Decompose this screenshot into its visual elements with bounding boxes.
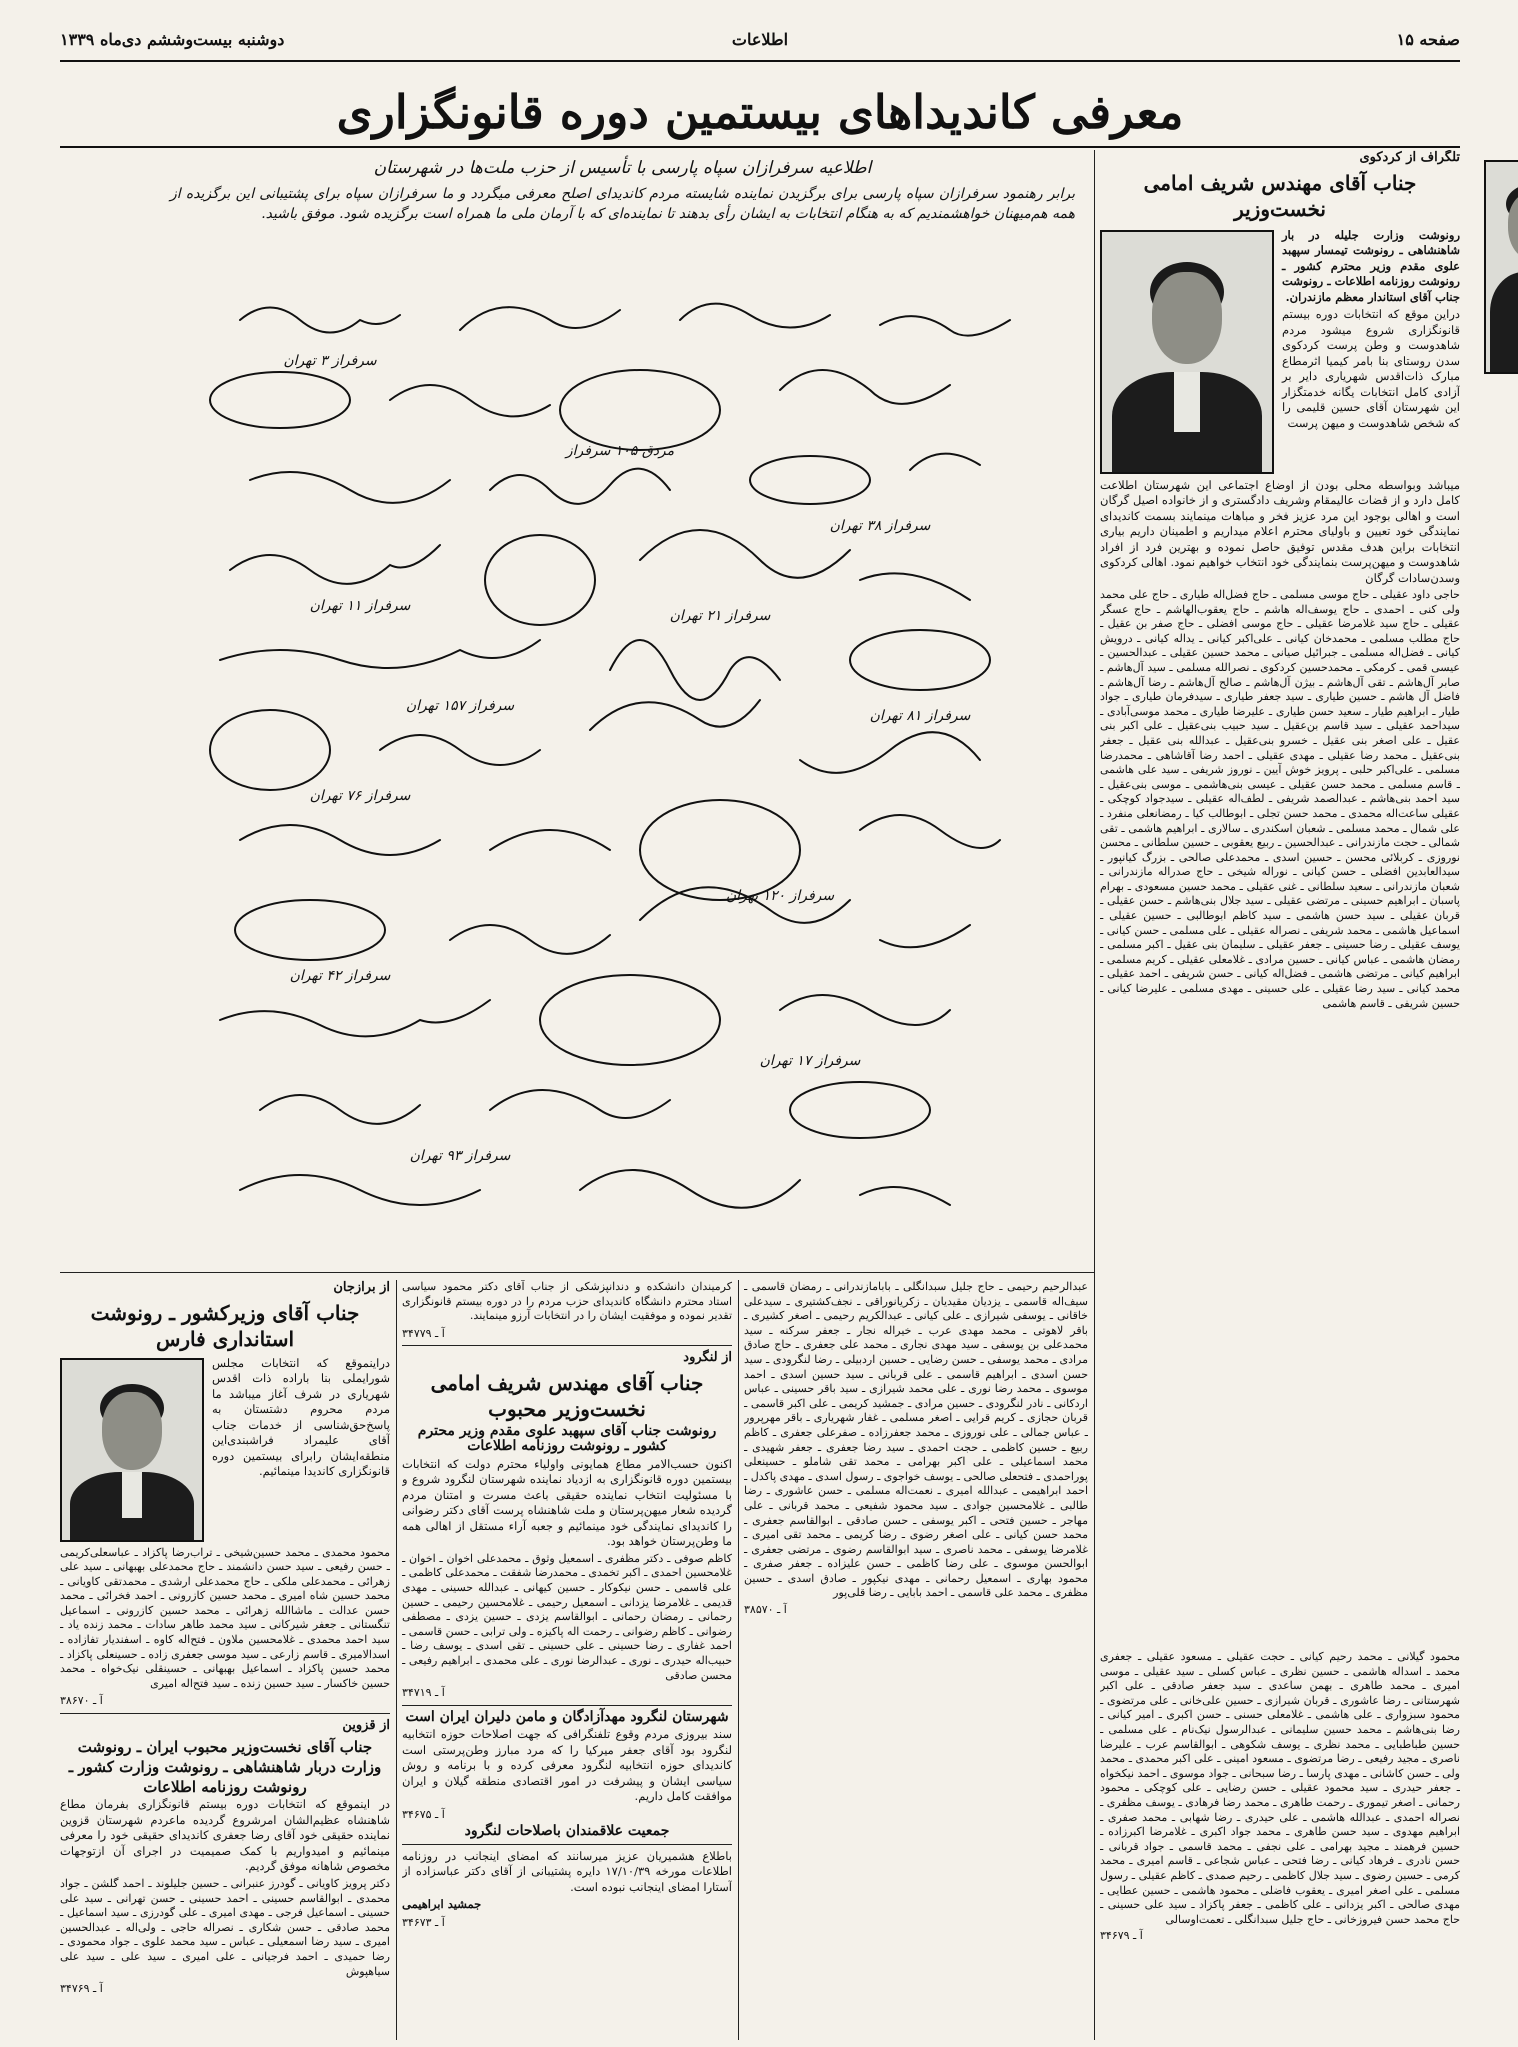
- body-text: دراین موقع که انتخابات دوره بیستم قانونگزاری شروع میشود مردم شاهدوست و وطن پرست کردکوی سدن روستای بنا بامر کیمیا اثرمطاع مبارک ذات‌اقدس شهریاری دایر بر آزادی کامل انتخابات یگانه خدمتگزار این شهرستان آقای حسین قلیمی را که شخص شاهدوست و میهن پرست: [1282, 307, 1460, 430]
- kicker: تلگراف از کردکوی: [1359, 150, 1460, 165]
- signatories-list: کاظم صوفی ـ دکتر مظفری ـ اسمعیل وثوق ـ محمدعلی اخوان ـ اخوان ـ غلامحسین احمدی ـ اکبر تخمدی ـ محمدرضا شفقت ـ محمدعلی کاظمی ـ علی قاسمی ـ حسن نیکوکار ـ حسین کیهانی ـ عبدالله حسینی ـ مهدی قدیمی ـ غلامرضا یزدانی ـ اسمعیل رحیمی ـ غلامحسین رحیمی ـ حسین رحمانی ـ رمضان رحمانی ـ ابوالقاسم یزدی ـ حسین یزدی ـ مصطفی رضوانی ـ کاظم رضوانی ـ رحمت اله پاکیزه ـ ولی ترابی ـ حسن قاسمی ـ احمد غفاری ـ رضا حسینی ـ علی حسینی ـ تقی اسدی ـ یوسف رضا ـ حبیب‌اله حیدری ـ نوری ـ عبدالرضا نوری ـ علی محمدی ـ ابراهیم رفیعی ـ محسن صادقی: [402, 1551, 732, 1682]
- body-text: دراینموقع که انتخابات مجلس شورایملی بنا باراده ذات اقدس شهریاری در شرف آغاز میباشد ما مردم محروم دشتستان به پاسخ‌حق‌شناسی از خدمات جناب آقای علیمراد فراشبندی‌این منطقه‌ایشان رابرای بیستمین دوره قانونگزاری کاندیدا مینمائیم.: [212, 1355, 390, 1478]
- body-text: اکنون حسب‌الامر مطاع همایونی واولیاء محترم دولت که انتخابات بیستمین دوره قانونگزاری به ازدیاد نماینده شهرستان لنگرود شروع و با مسئولیت انتخاب نماینده حقیقی باعث مسرت و امتنان مردم گردیده شعار میهن‌پرستان و ملت شاهنشاه پرست آقای دکتر رضوانی را کاندیدای نمایندگی خود مینمائیم و جعبه آراء مستقل از اهالی همه ما وطن‌پرستان خواهد بود.: [402, 1456, 732, 1549]
- article-langarud: [402, 1280, 732, 2040]
- headline-sub: نخست‌وزیر: [1234, 196, 1326, 221]
- headline: جناب آقای وزیرکشور ـ رونوشت: [90, 1300, 360, 1325]
- ad-reference: آ ـ ۳۴۶۷۹: [1100, 1929, 1143, 1943]
- signatories-list-continued: محمود گیلانی ـ محمد رحیم کیانی ـ حجت عقیلی ـ مسعود عقیلی ـ جعفری محمد ـ اسداله هاشمی ـ حسین نظری ـ عباس کسلی ـ سید عقیلی ـ موسی امیری ـ محمد طاهری ـ بهمن ساعدی ـ سید جعفر صادقی ـ علی اکبر شهرستانی ـ رضا عاشوری ـ قربان شیرازی ـ حسین علی‌خانی ـ علی مرتضوی ـ محمود سبزواری ـ علی هاشمی ـ غلامعلی حسنی ـ حسن اکبری ـ امیر کیانی ـ رضا بنی‌هاشم ـ محمد حسین سلیمانی ـ عبدالرسول نیک‌نام ـ علی مسلمی ـ حسین طباطبایی ـ محمد نظری ـ یوسف شکوهی ـ ابوالقاسم عرب ـ علیرضا ناصری ـ مجید رفیعی ـ رضا مرتضوی ـ مسعود امینی ـ علی اکبر محمدی ـ محمد ولی ـ حسن کاشانی ـ مهدی پارسا ـ رضا سبحانی ـ جواد موسوی ـ احمد نیکخواه ـ جعفر حیدری ـ سید محمود عقیلی ـ حسن رضایی ـ علی کوچکی ـ محمود رحمانی ـ اصغر تیموری ـ رحمت طاهری ـ محمد رضا فرهادی ـ یوسف مظفری ـ نصراله احمدی ـ عبدالله هاشمی ـ علی حیدری ـ رضا شهابی ـ محمد صفری ـ ابراهیم مهدوی ـ سید حسن طاهری ـ محمد جواد اکبری ـ غلامرضا اکبرزاده ـ حسین فرهمند ـ مجید بهرامی ـ علی نجفی ـ محمد قاسمی ـ جواد قربانی ـ حسن نادری ـ فرهاد کیانی ـ رضا فتحی ـ عباس شجاعی ـ قاسم امیری ـ محمد کرمی ـ حسین رضوی ـ سید جلال کاظمی ـ رحیم صمدی ـ کاظم عقیلی ـ رسول مسلمی ـ علی اصغر امیری ـ یعقوب فاضلی ـ محمود هاشمی ـ حسین عطایی ـ مهدی صالحی ـ اکبر یزدانی ـ علی کاظمی ـ جعفر پاکزاد ـ سید علی حسینی ـ حاج محمد حسن فیروزخانی ـ حاج جلیل سبدانگلی ـ تعمت‌اوسالی: [1100, 1650, 1460, 1926]
- subheading: رونوشت جناب آقای سپهبد علوی مقدم وزیر محترم کشور ـ رونوشت روزنامه اطلاعات: [417, 1422, 717, 1455]
- signature-entry: سرفراز ۲۱ تهران: [669, 608, 771, 624]
- signature-entry: سرفراز ۱۵۷ تهران: [405, 698, 515, 714]
- column-divider: [1094, 150, 1095, 2040]
- portrait-photo: [60, 1358, 204, 1542]
- body-text-2: میباشد وبواسطه محلی بودن از اوضاع اجتماعی این شهرستان اطلاعت کامل دارد و از قضات عالیمقام وشریف دادگستری و از خانواده اصیل گرگان است و اهالی بوجود این مرد عزیز فخر و مباهات مینمایند بسمت کاندیدای نمایندگی خود تعیین و باولیای محترم اعلام میداریم و اطمینان داریم بیاری انتخابات براین هدف مقدس توفیق حاصل نموده و بهترین فرد از افراد شاهدوست و میهن‌پرست بنمایندگی خود انتخاب خواهیم نمود. اهالی کردکوی وسدن‌سادات گرگان: [1100, 477, 1460, 585]
- headline: جناب آقای مهندس شریف امامی: [1143, 170, 1417, 195]
- page-header: [60, 30, 1460, 56]
- portrait-photo: [1100, 230, 1274, 474]
- signatories-list: عبدالرحیم رحیمی ـ حاج جلیل سبدانگلی ـ بابامازندرانی ـ رمضان قاسمی ـ سیف‌اله قاسمی ـ یزدیان مقیدیان ـ زکریانوراقی ـ نجف‌کشتیری ـ سیدعلی خاقانی ـ یوسفی شیرازی ـ علی کیانی ـ عبدالکریم رحیمی ـ اصغر کشیری ـ باقر لاهوتی ـ محمد مهدی عرب ـ خیراله نجار ـ جعفر سرکنه ـ سید محمدعلی بن یوسفی ـ سید مهدی نجاری ـ محمد علی جعفری ـ حاج صادق مرادی ـ محمد یوسفی ـ حسن رضایی ـ حسین اردبیلی ـ رضا لنگرودی ـ سید حسن اسدی ـ ابراهیم قاسمی ـ علی قربانی ـ سید حسین اسدی ـ احمد موسوی ـ محمد رضا نوری ـ علی محمد شیرازی ـ سید باقر حسینی ـ عباس اردکانی ـ نادر لنگرودی ـ حسین مرادی ـ جمشید کریمی ـ علی اکبر قاسمی ـ قربان حجازی ـ کریم قرایی ـ اصغر مسلمی ـ غفار شهریاری ـ باقر مهرپرور ـ عباس جمالی ـ علی نوروزی ـ محمد جعفرزاده ـ صفرعلی جعفری ـ کاظم ربیع ـ حسین کاظمی ـ حجت احمدی ـ سید رضا جعفری ـ جعفر شهیدی ـ محمد اسماعیلی ـ علی اکبر بهرامی ـ محمد تقی شاملو ـ حسینعلی پوراحمدی ـ فتحعلی صالحی ـ یوسف خواجوی ـ رسول اسدی ـ مهدی پاکدل ـ احمد ابراهیمی ـ عبدالله امیری ـ نعمت‌اله مسلمی ـ حسن عاشوری ـ رضا طالبی ـ غلامحسین جوادی ـ سید محمود شفیعی ـ محمد قربانی ـ علی مهاجر ـ حسین فتحی ـ اکبر یوسفی ـ حسن صادقی ـ ابوالقاسم جعفری ـ محمد حسن کیانی ـ علی اصغر رضوی ـ رضا کریمی ـ محمد تقی امیری ـ غلامرضا یوسفی ـ محمد ناصری ـ سید ابوالقاسم رضوی ـ مرتضی جعفری ـ ابوالحسن موسوی ـ علی رضا کاظمی ـ حسن علیزاده ـ جعفر صفری ـ محمود بهاری ـ اسمعیل رحمانی ـ مهدی نیکپور ـ صادق اسدی ـ حسین مظفری ـ محمد علی قاسمی ـ احمد بابایی ـ رضا قلی‌پور: [744, 1280, 1088, 1600]
- portrait-photo-left: [1484, 160, 1518, 374]
- signature-entry: سرفراز ۱۱ تهران: [309, 598, 411, 614]
- signatories-list: محمود محمدی ـ محمد حسین‌شیخی ـ تراب‌رضا پاکزاد ـ عباسعلی‌کریمی ـ حسن رفیعی ـ سید حسن دانشمند ـ حاج محمدعلی بهبهانی ـ سید علی زهرائی ـ محمدعلی ملکی ـ حاج محمدعلی ارشدی ـ محمدتقی کاویانی ـ محمد حسین شاه امیری ـ محمد حسین کازرونی ـ احمد فخرائی ـ محمد حسن عدالت ـ ماشاالله زهرائی ـ محمد حسین کازرونی ـ اسماعیل تنگستانی ـ جعفر شیرکانی ـ سید محمد طاهر سادات ـ محمد زنده یاد ـ سید احمد محمدی ـ غلامحسین ملاون ـ فتح‌اله کاوه ـ اسفندیار تفازاده ـ اسدالامیری ـ قاسم زارعی ـ سید موسی جعفری زاده ـ حسینعلی پاکزاد ـ محمد حسین پاکزاد ـ اسماعیل بهبهانی ـ حسینقلی نیک‌خواه ـ محمد حسین خاکسار ـ سید حسین زنده ـ سید فتح‌اله امیری: [60, 1545, 390, 1690]
- signature-doc-title: اطلاعیه سرفرازان سپاه پارسی با تأسیس از حزب ملت‌ها در شهرستان: [373, 158, 872, 178]
- lead-text: رونوشت وزارت جلیله در بار شاهنشاهی ـ رونوشت تیمسار سپهبد علوی مقدم وزیر محترم کشور ـ رونوشت روزنامه اطلاعات ـ رونوشت جناب آقای استاندار معظم مازندران.: [1282, 227, 1460, 304]
- signature-entry: سرفراز ۷۶ تهران: [309, 788, 411, 804]
- column-divider: [396, 1280, 397, 2040]
- signature-entry: سرفراز ۱۲۰ تهران: [725, 888, 835, 904]
- ad-reference-3: آ ـ ۳۴۶۷۳: [402, 1915, 445, 1929]
- ad-reference-0: آ ـ ۳۴۷۷۹: [402, 1326, 445, 1340]
- notice-signature: جمشید ابراهیمی: [402, 1897, 482, 1912]
- banner-rule: [60, 146, 1460, 148]
- article-borazjan: [60, 1280, 390, 2040]
- signature-entry: سرفراز ۸۱ تهران: [869, 708, 971, 724]
- headline-2: جناب آقای نخست‌وزیر محبوب ایران ـ رونوشت وزارت دربار شاهنشاهی ـ رونوشت وزارت کشور ـ رونوشت روزنامه اطلاعات: [68, 1738, 382, 1797]
- ad-reference: آ ـ ۳۸۶۷۰: [60, 1694, 103, 1708]
- kicker: از برازجان: [333, 1280, 390, 1295]
- kicker: از لنگرود: [683, 1350, 732, 1366]
- signature-entry: سرفراز ۳۸ تهران: [829, 518, 931, 534]
- signature-entry: سرفراز ۴۲ تهران: [289, 968, 391, 984]
- article-kordkuy-continued: [1100, 1650, 1460, 2040]
- notice-text: باطلاع هشمیریان عزیز میرسانند که امضای اینجانب در روزنامه اطلاعات مورخه ۱۷/۱۰/۳۹ دایره پشتیبانی از آقای دکتر عباسزاده از آستارا امضای اینجانب نبوده است.: [402, 1848, 732, 1894]
- issue-date: دوشنبه بیست‌وششم دی‌ماه ۱۳۳۹: [60, 30, 285, 49]
- signature-line: جمعیت علاقمندان باصلاحات لنگرود: [464, 1823, 670, 1840]
- ad-reference-2: آ ـ ۳۴۶۷۵: [402, 1807, 445, 1821]
- signatories-list: حاجی داود عقیلی ـ حاج موسی مسلمی ـ حاج فضل‌اله طیاری ـ حاج علی محمد ولی کنی ـ احمدی ـ حاج یوسف‌اله هاشم ـ حاج یعقوب‌الهاشم ـ حاج عسگر عقیلی ـ حاج سید غلامرضا عقیلی ـ حاج موسی افضلی ـ حاج صفر بن عقیل ـ حاج مطلب مسلمی ـ محمدخان کیانی ـ علی‌اکبر کیانی ـ یداله کیانی ـ درویش کیانی ـ فضل‌اله مسلمی ـ جبرائیل صیانی ـ محمد حسین عقیلی ـ عبدالحسین ـ عیسی قمی ـ کرمکی ـ محمدحسین کردکوی ـ نصرالله مسلمی ـ سید آل‌هاشم ـ صابر آل‌هاشم ـ تقی آل‌هاشم ـ بیژن آل‌هاشم ـ صالح آل‌هاشم ـ رضا آل‌هاشم ـ فاضل آل هاشم ـ حسین طیاری ـ سید جعفر طیاری ـ سیدفرمان طیاری ـ جواد طیار ـ ابراهیم طیار ـ سعید حسن طیاری ـ علیرضا طیاری ـ محمد موسی‌آبادی ـ سیداحمد عقیلی ـ سید قاسم بن‌عقیل ـ سید حبیب بنی‌عقیل ـ علی اکبر بنی عقیل ـ علی اصغر بنی عقیل ـ خسرو بنی‌عقیل ـ عبدالله بنی عقیل ـ جعفر بنی‌عقیل ـ محمد رضا عقیلی ـ مهدی عقیلی ـ احمد رضا آقاشاهی ـ محمدرضا مسلمی ـ علی‌اکبر حلبی ـ پرویز خوش آیین ـ نوروز شریفی ـ سید علی هاشمی ـ قاسم مسلمی ـ محمد حسن عقیلی ـ عیسی بنی‌هاشمی ـ موسی بنی‌عقیل ـ سید احمد بنی‌هاشم ـ عبدالصمد شریفی ـ لطف‌اله عقیلی ـ سیدجواد کوچکی ـ عقیلی ساعت‌اله محمدی ـ محمد حسن تجلی ـ ابوطالب کیا ـ رمضانعلی منفرد ـ علی شمال ـ محمد مسلمی ـ شعبان اسکندری ـ سالاری ـ ابراهیم هاشمی ـ تقی شمالی ـ حجت مازندرانی ـ عبدالحسین ـ ربیع یعقوبی ـ حسین سلطانی ـ محسن نوروزی ـ کربلائی محسن ـ حسین اسدی ـ محمدعلی صالحی ـ بزرگ کیانپور ـ سیدالعابدین افضلی ـ حسن کیانی ـ نوراله شیخی ـ حاج صدراله مازندرانی ـ شعبان مازندرانی ـ سعید سلطانی ـ غنی عقیلی ـ محمد حسین مسعودی ـ بهرام پاسبان ـ ابراهیم حسینی ـ مرتضی عقیلی ـ سید جلال بنی‌هاشم ـ حسن عقیلی ـ قربان عقیلی ـ سید حسن هاشمی ـ سید کاظم ابوطالبی ـ حسین عقیلی ـ اسماعیل هاشمی ـ محمد شریفی ـ نصراله عقیلی ـ علی مسلمی ـ حسن کیانی ـ یوسف عقیلی ـ رضا حسینی ـ جعفر عقیلی ـ سلیمان بنی عقیل ـ اکبر مسلمی ـ رمضان هاشمی ـ عباس کیانی ـ حسین مرادی ـ غلامعلی عقیلی ـ کریم مسلمی ـ ابراهیم کیانی ـ مرتضی هاشمی ـ فضل‌اله کیانی ـ حسن شریفی ـ احمد عقیلی ـ محمد کیانی ـ سید رضا عقیلی ـ علی حسینی ـ مهدی مسلمی ـ علیرضا کیانی ـ حسین شریفی ـ قاسم هاشمی: [1100, 588, 1460, 1010]
- headline-sub: استانداری فارس: [155, 1326, 295, 1351]
- headline: جناب آقای مهندس شریف امامی: [430, 1370, 704, 1395]
- signature-entry: مردق ۱۰۵ سرفراز: [565, 443, 675, 459]
- signature-entry: سرفراز ۱۷ تهران: [759, 1053, 861, 1069]
- ad-reference-2: آ ـ ۳۴۷۶۹: [60, 1982, 103, 1996]
- headline-sub: نخست‌وزیر محبوب: [488, 1396, 646, 1421]
- signature-entry: سرفراز ۹۳ تهران: [409, 1148, 511, 1164]
- section-rule: [60, 1272, 1094, 1273]
- signature-entry: سرفراز ۳ تهران: [283, 353, 377, 369]
- signature-doc-body: برابر رهنمود سرفرازان سپاه پارسی برای برگزیدن نماینده شایسته مردم کاندیدای اصلح معرفی میگردد و ما سرفرازان سپاه برای پشتیبانی این برگزیده از همه هم‌میهنان خواهشمندیم که به هنگام انتخابات به ایشان رأی بدهند تا نماینده‌ای که با آرمان ملی ما همراه است برگزیده شود. موفق باشید.: [170, 186, 1075, 222]
- newspaper-name: اطلاعات: [731, 30, 789, 49]
- header-rule: [60, 60, 1460, 62]
- handwritten-signature-document: [160, 150, 1085, 1265]
- main-banner: معرفی کاندیداهای بیستمین دوره قانونگزاری: [336, 85, 1184, 139]
- ad-reference: آ ـ ۳۴۷۱۹: [402, 1686, 445, 1700]
- page-number: صفحه ۱۵: [1396, 30, 1460, 49]
- subheading-2: شهرستان لنگرود مهدآزادگان و مامن دلیران ایران است: [405, 1708, 729, 1725]
- body-text-2: در اینموقع که انتخابات دوره بیستم قانونگزاری بفرمان مطاع شاهنشاه عظیم‌الشان امرشروع گردیده ماعردم شهرستان قزوین نماینده حقیقی خود آقای رضا جعفری کاندیدای حقیقی خود را معرفی مینمائیم و امیدواریم با کمک صمیمیت در اجرای آن ازتوجهات مخصوص شاهانه موفق گردیم.: [60, 1797, 390, 1874]
- kicker-2: از قزوین: [342, 1717, 390, 1733]
- ad-reference: آ ـ ۳۸۵۷۰: [744, 1603, 787, 1617]
- intro-text: کرمیندان دانشکده و دندانپزشکی از جناب آقای دکتر محمود سیاسی استاد محترم دانشگاه کاندیدای حزب مردم را در دوره بیستم قانونگزاری تقدیر نموده و موفقیت ایشان را در انتخابات آرزو مینمایند.: [402, 1280, 732, 1323]
- article-names-list: [744, 1280, 1088, 2040]
- body-text-2: سند بیروزی مردم وقوع تلفنگرافی که جهت اصلاحات حوزه انتخابیه لنگرود بود آقای جعفر میرکیا را که مرد مبارز وطن‌پرستی است کاندیدای حوزه انتخابیه لنگرود معرفی کرده و با برنامه و روش سیاسی ایشان و پیشرفت در امور اقتصادی منطقه گیلان و ایران موافقت کامل داریم.: [402, 1727, 732, 1804]
- signatories-list-2: دکتر پرویز کاویانی ـ گودرز عنبرانی ـ حسین جلیلوند ـ احمد گلشن ـ جواد محمدی ـ ابوالقاسم حسینی ـ احمد حسینی ـ حسن تهرانی ـ سید علی حسینی ـ اسماعیل فرجی ـ مهدی امیری ـ علی گودرزی ـ سید اسماعیل ـ محمد صادقی ـ حسن شکاری ـ نصراله حاجی ـ ولی‌اله ـ عبدالحسین امیری ـ سید رضا اسمعیلی ـ عباس ـ سید محمد علوی ـ جواد محمودی ـ رضا حمیدی ـ احمد فرجیانی ـ علی امیری ـ سید علی ـ سید علی سیاهپوش: [60, 1876, 390, 1978]
- signatures-drawing: [160, 150, 1085, 1265]
- column-divider: [738, 1280, 739, 2040]
